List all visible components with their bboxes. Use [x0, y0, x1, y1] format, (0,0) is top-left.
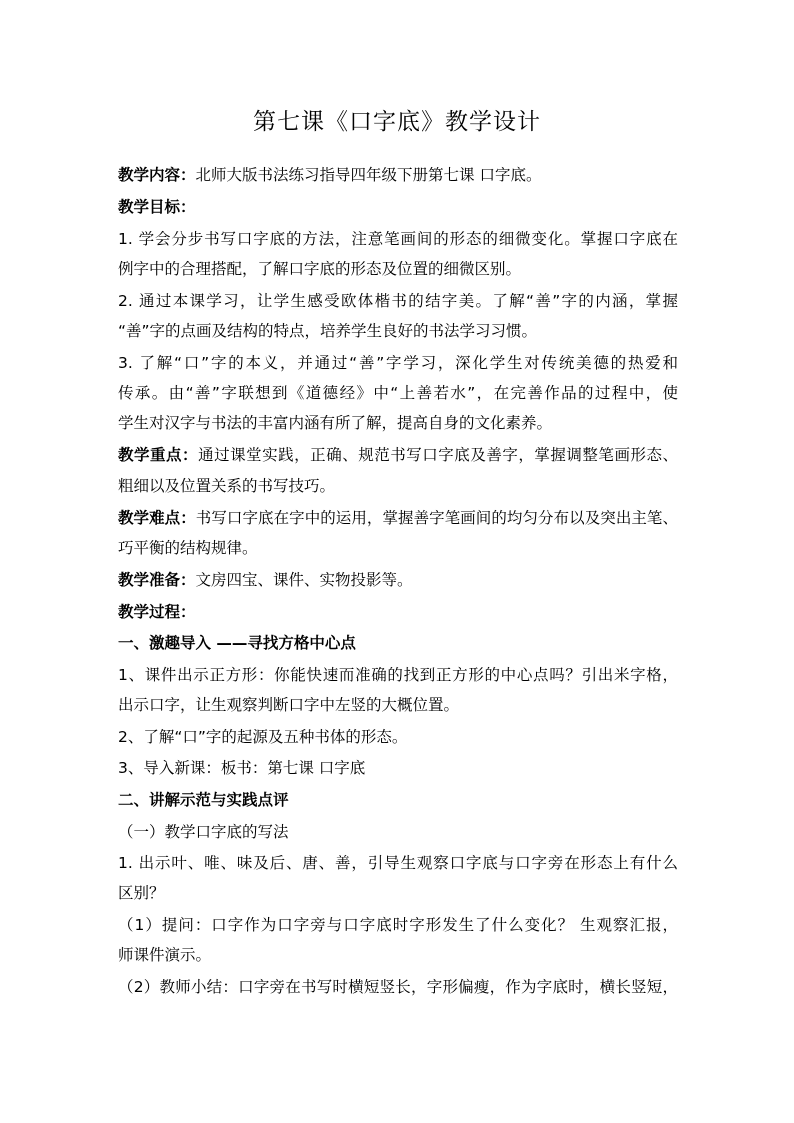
question-1-line-1: （1）提问：口字作为口字旁与口字底时字形发生了什么变化？ 生观察汇报， — [118, 916, 678, 934]
key-line-1 — [118, 445, 678, 465]
process-label: 教学过程： — [118, 603, 196, 621]
difficulty-text-1: 书写口字底在字中的运用，掌握善字笔画间的均匀分布以及突出主笔、 — [195, 509, 678, 527]
goals-heading — [118, 197, 678, 217]
goal-3-line-1: 3. 了解“口”字的本义，并通过“善”字学习，深化学生对传统美德的热爱和 — [118, 354, 678, 372]
key-text-1: 通过课堂实践，正确、规范书写口字底及善字，掌握调整笔画形态、 — [198, 446, 678, 464]
goal-2-line-1: 2. 通过本课学习，让学生感受欧体楷书的结字美。了解“善”字的内涵，掌握 — [118, 292, 678, 310]
page-title: 第七课《口字底》教学设计 — [253, 109, 541, 135]
section-1-item-2: 2、了解“口”字的起源及五种书体的形态。 — [118, 728, 408, 746]
content-label: 教学内容： — [118, 166, 196, 184]
difficulty-line-2: 巧平衡的结构规律。 — [118, 539, 258, 557]
para-1-line-2: 区别？ — [118, 884, 165, 902]
goal-3-line-2: 传承。由“善”字联想到《道德经》中“上善若水”，在完善作品的过程中，使 — [118, 384, 678, 402]
subsection-1-heading: （一）教学口字底的写法 — [118, 823, 289, 841]
section-1-item-1-line-2: 出示口字，让生观察判断口字中左竖的大概位置。 — [118, 696, 460, 714]
para-1-line-1: 1. 出示叶、唯、味及后、唐、善，引导生观察口字底与口字旁在形态上有什么 — [118, 854, 678, 872]
prep-text: 文房四宝、课件、实物投影等。 — [195, 571, 413, 589]
question-1-line-2: 师课件演示。 — [118, 946, 212, 964]
difficulty-label: 教学难点： — [118, 509, 196, 527]
goal-3-line-3: 学生对汉字与书法的丰富内涵有所了解，提高自身的文化素养。 — [118, 414, 553, 432]
goal-1-line-2: 例字中的合理搭配，了解口字底的形态及位置的细微区别。 — [118, 260, 522, 278]
goals-label: 教学目标： — [118, 198, 196, 216]
content-text: 北师大版书法练习指导四年级下册第七课 口字底。 — [195, 166, 542, 184]
process-heading — [118, 602, 678, 622]
goal-1-line-1: 1. 学会分步书写口字底的方法，注意笔画间的形态的细微变化。掌握口字底在 — [118, 230, 678, 248]
section-1-item-3: 3、导入新课：板书：第七课 口字底 — [118, 759, 366, 777]
goal-2-line-2: “善”字的点画及结构的特点，培养学生良好的书法学习习惯。 — [118, 322, 538, 340]
summary-line-1: （2）教师小结：口字旁在书写时横短竖长，字形偏瘦，作为字底时，横长竖短， — [118, 978, 678, 996]
prep-label: 教学准备： — [118, 571, 196, 589]
key-label: 教学重点： — [118, 446, 199, 464]
section-1-item-1-line-1: 1、课件出示正方形：你能快速而准确的找到正方形的中心点吗？引出米字格， — [118, 666, 678, 684]
section-1-heading: 一、激趣导入 ——寻找方格中心点 — [118, 634, 356, 652]
content-line — [118, 165, 678, 185]
difficulty-line-1 — [118, 508, 678, 528]
section-2-heading: 二、讲解示范与实践点评 — [118, 791, 289, 809]
key-line-2: 粗细以及位置关系的书写技巧。 — [118, 477, 336, 495]
prep-line — [118, 570, 678, 590]
